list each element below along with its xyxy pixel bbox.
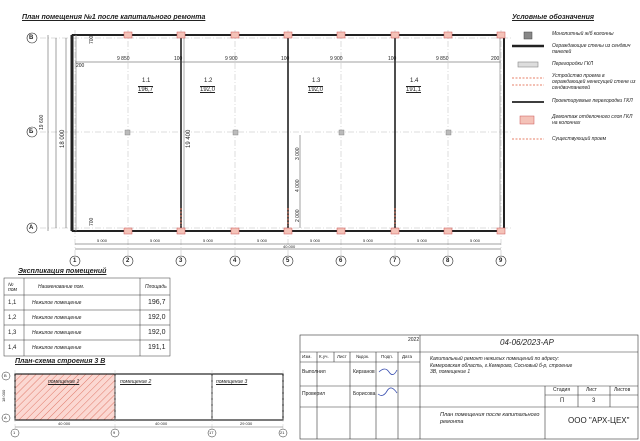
axis-num-5: 5 [286, 258, 290, 264]
stamp-year: 2022 [408, 337, 420, 343]
dim-bot-total: 40 000 [283, 244, 296, 249]
axis-num-7: 7 [393, 258, 397, 264]
expl-row-1-num: 1,1 [8, 300, 17, 306]
room-2-num: 1.2 [204, 78, 213, 84]
room-2-area: 192,0 [200, 87, 216, 93]
scheme-dim-3: 29 030 [240, 421, 253, 426]
axis-num-6: 6 [339, 258, 343, 264]
room-3-num: 1.3 [312, 78, 321, 84]
scheme-side-dim: 18 000 [1, 389, 6, 402]
room-4-num: 1.4 [410, 78, 419, 84]
scheme-room-3: помещение 3 [216, 379, 248, 385]
dim-top-9: 200 [76, 63, 85, 69]
stamp-col-podp: Подп. [381, 354, 393, 359]
room-4-area: 191,1 [406, 87, 422, 93]
legend-label-6: Демонтаж отделочного слоя ГКЛ на колоннах [552, 114, 633, 126]
room-1-area: 196,7 [138, 87, 154, 93]
axis-num-8: 8 [446, 258, 450, 264]
scheme-dim-1: 40 000 [58, 421, 71, 426]
stamp-stage-label: Стадия [553, 387, 571, 393]
legend-title: Условные обозначения [512, 14, 595, 21]
expl-row-3-name: Нежилое помещение [32, 330, 82, 336]
dim-bot-7: 5 000 [417, 238, 428, 243]
dim-bot-5: 5 000 [310, 238, 321, 243]
expl-row-1-area: 196,7 [148, 299, 166, 306]
dim-bot-2: 5 000 [150, 238, 161, 243]
expl-row-4-name: Нежилое помещение [32, 345, 82, 351]
expl-row-4-area: 191,1 [148, 344, 166, 351]
dim-inner-1: 3 000 [295, 147, 301, 160]
axis-num-2: 2 [126, 258, 130, 264]
scheme-side-a: А [4, 415, 7, 420]
stamp-col-list: Лист [337, 354, 347, 359]
stamp-name-2: Борисова [353, 391, 376, 397]
dim-inner-2: 4 000 [295, 179, 301, 192]
axis-num-4: 4 [233, 258, 237, 264]
dim-top-3: 9 900 [225, 56, 238, 62]
partitions [181, 35, 395, 231]
dim-top-8: 200 [491, 56, 500, 62]
stamp-sheet-label: Лист [586, 387, 597, 393]
dim-top-5: 9 900 [330, 56, 343, 62]
expl-row-4-num: 1,4 [8, 345, 17, 351]
dim-top-1: 9 850 [117, 56, 130, 62]
stamp-col-data: Дата [402, 354, 412, 359]
stamp-code: 04-06/2023-АР [500, 338, 554, 347]
dim-mid-vert: 19 400 [186, 129, 192, 148]
stamp-col-izm: Изм. [302, 354, 312, 359]
dim-top-a: 700 [89, 35, 95, 44]
dim-left-outer: 19 600 [39, 114, 45, 130]
expl-head-area: Площадь [145, 284, 167, 290]
stamp-col-ndoc: №док. [356, 354, 370, 359]
axis-num-9: 9 [499, 258, 503, 264]
dim-bottom-a: 700 [89, 217, 95, 226]
stamp-sheet-title: План помещения после капитального ремонта [440, 412, 540, 426]
scheme-axis-1: 1 [13, 430, 16, 435]
dim-left-total: 18 000 [60, 129, 66, 148]
stamp-description: Капитальный ремонт нежилых помещений по адресу: Кемеровская область, г.Кемерово, Сосновый б-р, строение 3В, помещение 1 [430, 356, 573, 375]
signature-1 [379, 369, 397, 375]
legend-symbols [512, 32, 544, 139]
stamp-sheets-label: Листов [614, 387, 631, 393]
expl-row-2-area: 192,0 [148, 314, 166, 321]
expl-row-2-name: Нежилое помещение [32, 315, 82, 321]
dim-lines [48, 35, 501, 249]
dim-bottom-b: 2 000 [295, 209, 301, 222]
legend-label-3: Перегородки ГКЛ [552, 61, 594, 67]
room-3-area: 192,0 [308, 87, 324, 93]
expl-head-num: № пом [8, 282, 17, 293]
expl-head-name: Наименование пом. [38, 284, 85, 290]
scheme-dim-2: 40 000 [155, 421, 168, 426]
dim-top-6: 100 [388, 56, 397, 62]
axis-num-1: 1 [73, 258, 77, 264]
scheme-axis-9: 9 [113, 430, 116, 435]
axis-num-3: 3 [179, 258, 183, 264]
axis-grid [40, 30, 512, 255]
dim-bot-4: 5 000 [257, 238, 268, 243]
legend-label-7: Существующий проем [552, 136, 607, 142]
axis-letter-b: Б [29, 129, 34, 135]
scheme-room-2: помещение 2 [120, 379, 152, 385]
legend-label-1: Монолитный ж/б колонны [552, 31, 614, 37]
expl-row-1-name: Нежилое помещение [32, 300, 82, 306]
dim-top-4: 100 [281, 56, 290, 62]
plan-title: План помещения №1 после капитального ремонта [22, 14, 206, 21]
scheme-side-v: В [4, 373, 7, 378]
explication-title: Экспликация помещений [18, 268, 107, 275]
axis-letter-v: В [29, 35, 34, 41]
expl-row-3-num: 1,3 [8, 330, 17, 336]
stamp-sheet: 3 [592, 398, 596, 404]
scheme-axis-21: 21 [280, 430, 285, 435]
dim-top-7: 9 850 [436, 56, 449, 62]
expl-row-2-num: 1,2 [8, 315, 17, 321]
scheme-room-1: помещение 1 [48, 379, 80, 385]
dim-bot-3: 5 000 [203, 238, 214, 243]
room-1-num: 1.1 [142, 78, 151, 84]
stamp-role-2: Проверил [302, 391, 326, 397]
stamp-col-kuch: К.уч. [319, 354, 329, 359]
signature-2 [378, 388, 397, 396]
stamp-name-1: Кирзанов [353, 369, 375, 375]
stamp-company: ООО "АРХ-ЦЕХ" [568, 416, 630, 425]
dim-top-2: 100 [174, 56, 183, 62]
scheme-axis-17: 17 [209, 430, 214, 435]
legend-label-5: Проектируемые перегородки ГКЛ [552, 98, 633, 104]
scheme-title: План-схема строения 3 В [15, 358, 106, 365]
expl-row-3-area: 192,0 [148, 329, 166, 336]
dim-bot-1: 5 000 [97, 238, 108, 243]
stamp-stage: П [560, 398, 565, 404]
dim-bot-6: 5 000 [363, 238, 374, 243]
dim-bot-8: 5 000 [470, 238, 481, 243]
legend-label-4: Устройство проема в ограждающей ненесущей стене из сендвичпанелей [552, 73, 636, 91]
axis-letter-a: А [29, 225, 34, 231]
stamp-role-1: Выполнил [302, 369, 326, 375]
legend-label-2: Ограждающие стены из сендвич панелей [552, 43, 631, 55]
